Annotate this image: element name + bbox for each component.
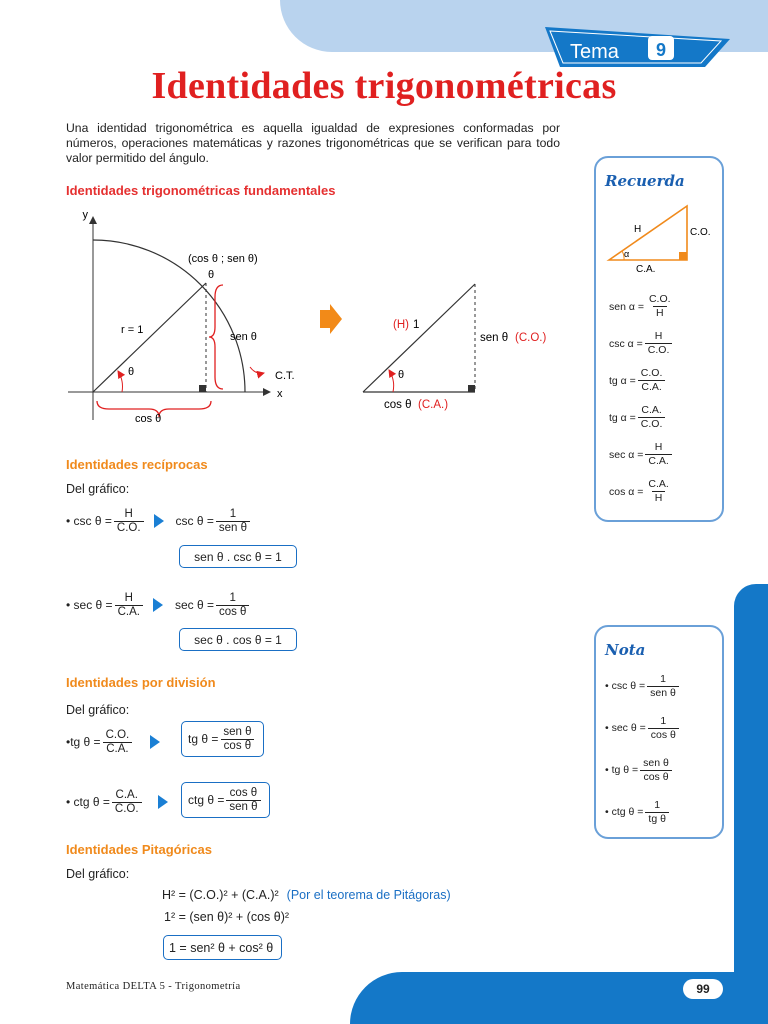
recuerda-den: C.A. bbox=[645, 454, 671, 468]
ctg-lhs: • ctg θ = bbox=[66, 795, 110, 809]
fig2-theta: θ bbox=[398, 369, 405, 381]
nota-item bbox=[605, 791, 681, 833]
recuerda-item bbox=[609, 288, 676, 325]
recuerda-item bbox=[609, 436, 676, 473]
pitagoras-line2: 1² = (sen θ)² + (cos θ)² bbox=[164, 910, 290, 924]
nota-lhs: • sec θ = bbox=[605, 722, 646, 734]
sec-rnum: 1 bbox=[229, 591, 236, 604]
nota-list bbox=[605, 665, 681, 833]
reciprocas-csc-row bbox=[66, 506, 252, 536]
ctg-box-den: sen θ bbox=[226, 800, 260, 814]
page-title: Identidades trigonométricas bbox=[151, 65, 617, 107]
blue-arrow-icon bbox=[150, 735, 160, 749]
recuerda-h: H bbox=[634, 224, 642, 235]
recuerda-title: Recuerda bbox=[605, 172, 685, 190]
recuerda-lhs: sec α = bbox=[609, 448, 644, 461]
nota-item bbox=[605, 665, 681, 707]
nota-num: 1 bbox=[660, 714, 667, 727]
right-decor-band bbox=[734, 584, 768, 1024]
recuerda-co: C.O. bbox=[690, 227, 711, 238]
fig1-sen: sen θ bbox=[230, 331, 257, 343]
blue-arrow-icon bbox=[158, 795, 168, 809]
recuerda-den: C.A. bbox=[638, 380, 664, 394]
recuerda-triangle bbox=[604, 202, 719, 277]
nota-lhs: • csc θ = bbox=[605, 680, 646, 692]
recuerda-item bbox=[609, 399, 676, 436]
recuerda-den: H bbox=[653, 306, 667, 320]
csc-rden: sen θ bbox=[216, 521, 250, 535]
recuerda-list bbox=[609, 288, 676, 510]
ctg-box-num: cos θ bbox=[229, 786, 258, 799]
tema-number: 9 bbox=[655, 40, 667, 60]
fig2-h: (H) bbox=[393, 319, 409, 331]
ctg-den: C.O. bbox=[112, 802, 142, 816]
recuerda-lhs: tg α = bbox=[609, 374, 636, 387]
recuerda-num: C.A. bbox=[641, 404, 662, 416]
recuerda-num: C.O. bbox=[648, 293, 671, 305]
division-del: Del gráfico: bbox=[66, 703, 130, 717]
csc-den: C.O. bbox=[114, 521, 144, 535]
csc-lhs: • csc θ = bbox=[66, 514, 112, 528]
heading-reciprocas: Identidades recíprocas bbox=[66, 457, 208, 472]
nota-item bbox=[605, 749, 681, 791]
nota-num: 1 bbox=[660, 672, 666, 685]
nota-lhs: • ctg θ = bbox=[605, 806, 644, 818]
csc-num: H bbox=[124, 507, 133, 520]
sec-rden: cos θ bbox=[216, 605, 250, 619]
fig1-ct: C.T. bbox=[275, 370, 295, 382]
fig2-ca: (C.A.) bbox=[418, 399, 449, 411]
ctg-box-lhs: ctg θ = bbox=[188, 793, 225, 807]
recuerda-item bbox=[609, 473, 676, 510]
tg-den: C.A. bbox=[103, 742, 131, 756]
heading-pitagoricas: Identidades Pitagóricas bbox=[66, 842, 212, 857]
tema-label: Tema bbox=[570, 41, 619, 63]
nota-num: 1 bbox=[654, 798, 661, 811]
sec-num: H bbox=[124, 591, 133, 604]
csc-rnum: 1 bbox=[229, 507, 237, 520]
pitagoricas-del: Del gráfico: bbox=[66, 867, 130, 881]
fig2-sen: sen θ bbox=[480, 332, 509, 344]
pitagoras-identity-box: 1 = sen² θ + cos² θ bbox=[163, 935, 282, 960]
fig2-one: 1 bbox=[413, 319, 420, 331]
recuerda-alpha: α bbox=[624, 249, 630, 259]
sec-den: C.A. bbox=[115, 605, 143, 619]
recuerda-item bbox=[609, 325, 676, 362]
nota-den: tg θ bbox=[645, 812, 669, 826]
tema-badge bbox=[545, 27, 730, 67]
recuerda-den: C.O. bbox=[645, 343, 673, 357]
ctg-num: C.A. bbox=[115, 788, 138, 801]
division-tg-row bbox=[66, 727, 160, 757]
sec-lhs: • sec θ = bbox=[66, 598, 113, 612]
nota-lhs: • tg θ = bbox=[605, 764, 639, 776]
fig1-point: (cos θ ; sen θ) bbox=[188, 253, 258, 265]
recuerda-item bbox=[609, 362, 676, 399]
pitagoras-note: (Por el teorema de Pitágoras) bbox=[286, 888, 451, 902]
reciprocas-del: Del gráfico: bbox=[66, 482, 130, 496]
nota-den: cos θ bbox=[640, 770, 671, 784]
recuerda-num: H bbox=[654, 441, 663, 453]
recuerda-lhs: sen α = bbox=[609, 300, 644, 313]
unit-circle-figure bbox=[60, 205, 320, 430]
fig2-cos: cos θ bbox=[384, 399, 412, 411]
tg-lhs: •tg θ = bbox=[66, 735, 101, 749]
recuerda-num: C.O. bbox=[640, 367, 663, 379]
fig1-cos: cos θ bbox=[135, 413, 162, 425]
csc-rhs: csc θ = bbox=[175, 514, 214, 528]
fig1-theta: θ bbox=[128, 366, 135, 378]
right-triangle-figure bbox=[355, 280, 570, 415]
nota-panel bbox=[594, 625, 724, 839]
recuerda-lhs: tg α = bbox=[609, 411, 636, 424]
sec-identity-box: sec θ . cos θ = 1 bbox=[179, 628, 297, 651]
blue-arrow-icon bbox=[154, 514, 164, 528]
fig1-r: r = 1 bbox=[121, 324, 144, 336]
page-number: 99 bbox=[683, 979, 723, 999]
sec-rhs: sec θ = bbox=[174, 598, 214, 612]
fig1-theta-top: θ bbox=[208, 269, 215, 281]
heading-division: Identidades por división bbox=[66, 675, 216, 690]
reciprocas-sec-row bbox=[66, 590, 251, 620]
heading-fundamentales: Identidades trigonométricas fundamentales bbox=[66, 183, 336, 198]
division-ctg-row bbox=[66, 787, 168, 817]
nota-num: sen θ bbox=[643, 756, 669, 769]
fig2-co: (C.O.) bbox=[515, 332, 547, 344]
recuerda-num: H bbox=[654, 330, 663, 342]
recuerda-num: C.A. bbox=[648, 478, 669, 490]
fig1-x: x bbox=[277, 388, 283, 400]
recuerda-den: C.O. bbox=[638, 417, 666, 431]
recuerda-panel bbox=[594, 156, 724, 522]
recuerda-lhs: cos α = bbox=[609, 485, 644, 498]
pitagoras-line1 bbox=[162, 888, 451, 902]
tg-box-num: sen θ bbox=[223, 725, 252, 738]
blue-arrow-icon bbox=[153, 598, 163, 612]
nota-den: cos θ bbox=[648, 728, 679, 742]
recuerda-ca: C.A. bbox=[636, 264, 656, 275]
recuerda-den: H bbox=[652, 491, 666, 505]
nota-item bbox=[605, 707, 681, 749]
csc-identity-box: sen θ . csc θ = 1 bbox=[179, 545, 297, 568]
tg-box-den: cos θ bbox=[221, 739, 255, 753]
nota-title: Nota bbox=[605, 641, 646, 659]
intro-paragraph: Una identidad trigonométrica es aquella igualdad de expresiones conformadas por números, operaciones matemáticas y razones trigonométricas que se verifican para todo valor permitido del ángulo. bbox=[66, 121, 560, 165]
tg-box-lhs: tg θ = bbox=[188, 732, 219, 746]
nota-den: sen θ bbox=[647, 686, 679, 700]
pitagoras-eq1: H² = (C.O.)² + (C.A.)² bbox=[162, 888, 279, 902]
ctg-identity-box bbox=[181, 782, 270, 818]
orange-arrow-icon bbox=[318, 304, 344, 336]
tg-identity-box bbox=[181, 721, 264, 757]
tg-num: C.O. bbox=[105, 728, 130, 741]
recuerda-lhs: csc α = bbox=[609, 337, 643, 350]
fig1-y: y bbox=[82, 209, 88, 221]
footer-text: Matemática DELTA 5 - Trigonometría bbox=[66, 981, 241, 992]
